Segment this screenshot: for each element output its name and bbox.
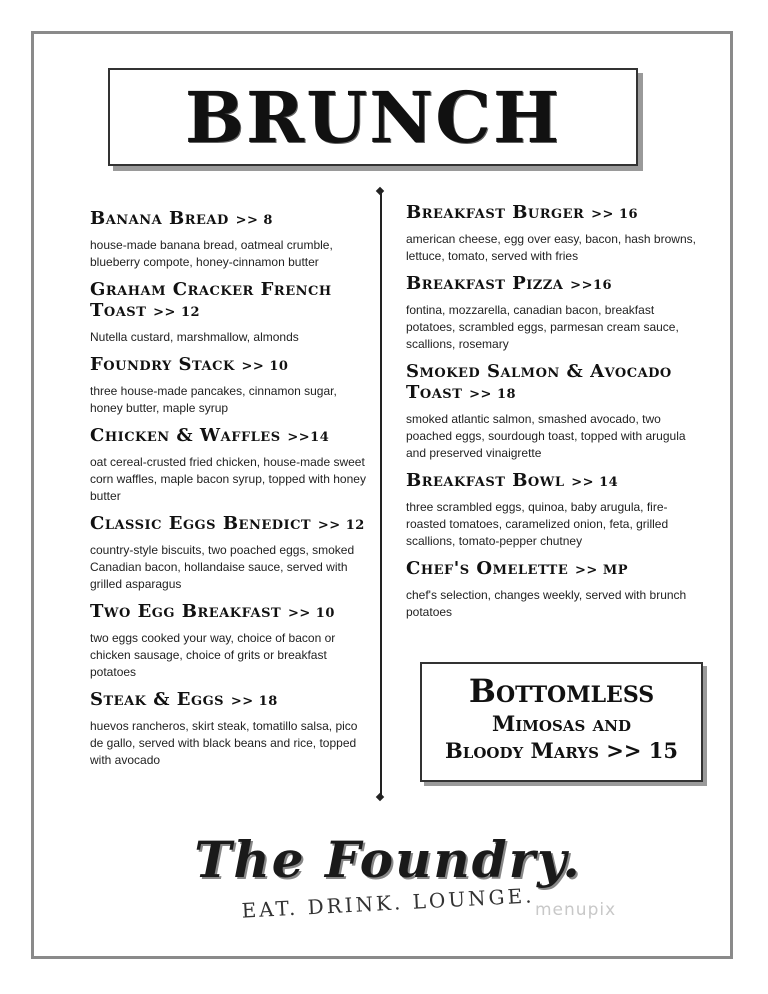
column-divider xyxy=(380,192,382,796)
logo-tagline: EAT. DRINK. LOUNGE. xyxy=(240,883,536,923)
item-name: Breakfast Burger xyxy=(406,202,585,223)
item-name: Smoked Salmon & Avocado Toast xyxy=(406,361,672,403)
item-price: >> 10 xyxy=(241,359,289,374)
item-name: Foundry Stack xyxy=(90,354,235,375)
item-description: smoked atlantic salmon, smashed avocado, two poached eggs, sourdough toast, topped with arugula and preserved vinaigrette xyxy=(406,412,686,460)
item-name: Banana Bread xyxy=(90,208,229,229)
item-name: Chicken & Waffles xyxy=(90,425,281,446)
menu-item xyxy=(90,279,370,346)
watermark: menupix xyxy=(535,900,617,920)
item-price: >> 12 xyxy=(317,518,365,533)
bottomless-line2: Mimosas and xyxy=(492,711,631,736)
item-name: Steak & Eggs xyxy=(90,689,225,710)
item-description: huevos rancheros, skirt steak, tomatillo salsa, pico de gallo, served with black beans and rice, topped with avocado xyxy=(90,719,358,767)
menu-item xyxy=(406,361,696,462)
left-column xyxy=(90,208,370,777)
menu-item xyxy=(90,513,370,593)
item-price: >> 10 xyxy=(287,606,335,621)
title-box xyxy=(108,68,638,166)
item-price: >>16 xyxy=(570,278,613,293)
menu-item xyxy=(406,558,696,621)
item-description: fontina, mozzarella, canadian bacon, breakfast potatoes, scrambled eggs, parmesan cream sauce, scallions, rosemary xyxy=(406,303,679,351)
item-price: >>14 xyxy=(287,430,330,445)
item-price: >> MP xyxy=(575,563,628,578)
item-description: house-made banana bread, oatmeal crumble, blueberry compote, honey-cinnamon butter xyxy=(90,238,333,269)
menu-item xyxy=(90,689,370,769)
menu-item xyxy=(90,208,370,271)
item-description: american cheese, egg over easy, bacon, hash browns, lettuce, tomato, served with fries xyxy=(406,232,696,263)
item-description: country-style biscuits, two poached eggs, smoked Canadian bacon, hollandaise sauce, served with grilled asparagus xyxy=(90,543,355,591)
item-name: Graham Cracker French Toast xyxy=(90,279,332,321)
item-name: Breakfast Bowl xyxy=(406,470,565,491)
item-description: Nutella custard, marshmallow, almonds xyxy=(90,330,299,344)
menu-item xyxy=(90,601,370,681)
item-price: >> 16 xyxy=(591,207,639,222)
item-description: three scrambled eggs, quinoa, baby arugula, fire-roasted tomatoes, caramelized onion, feta, grilled scallions, tomato-pepper chutney xyxy=(406,500,669,548)
menu-item xyxy=(406,273,696,353)
menu-item xyxy=(90,354,370,417)
menu-item xyxy=(406,202,696,265)
item-price: >> 18 xyxy=(230,694,278,709)
item-description: oat cereal-crusted fried chicken, house-made sweet corn waffles, maple bacon syrup, topped with honey butter xyxy=(90,455,366,503)
item-price: >> 18 xyxy=(469,387,517,402)
item-description: three house-made pancakes, cinnamon sugar, honey butter, maple syrup xyxy=(90,384,337,415)
item-name: Breakfast Pizza xyxy=(406,273,564,294)
item-description: chef's selection, changes weekly, served with brunch potatoes xyxy=(406,588,687,619)
menu-item xyxy=(90,425,370,505)
item-price: >> 12 xyxy=(153,305,201,320)
bottomless-box xyxy=(420,662,703,782)
item-name: Classic Eggs Benedict xyxy=(90,513,312,534)
bottomless-line1: Bottomless xyxy=(468,672,655,710)
item-price: >> 14 xyxy=(571,475,619,490)
page-title: BRUNCH xyxy=(184,75,562,159)
item-name: Chef's Omelette xyxy=(406,558,569,579)
bottomless-line3: Bloody Marys >> 15 xyxy=(445,738,678,763)
item-description: two eggs cooked your way, choice of bacon or chicken sausage, choice of grits or breakfast potatoes xyxy=(90,631,336,679)
logo-title: The Foundry. xyxy=(194,830,582,889)
right-column xyxy=(406,202,696,629)
item-name: Two Egg Breakfast xyxy=(90,601,282,622)
menu-item xyxy=(406,470,696,550)
item-price: >> 8 xyxy=(235,213,273,228)
